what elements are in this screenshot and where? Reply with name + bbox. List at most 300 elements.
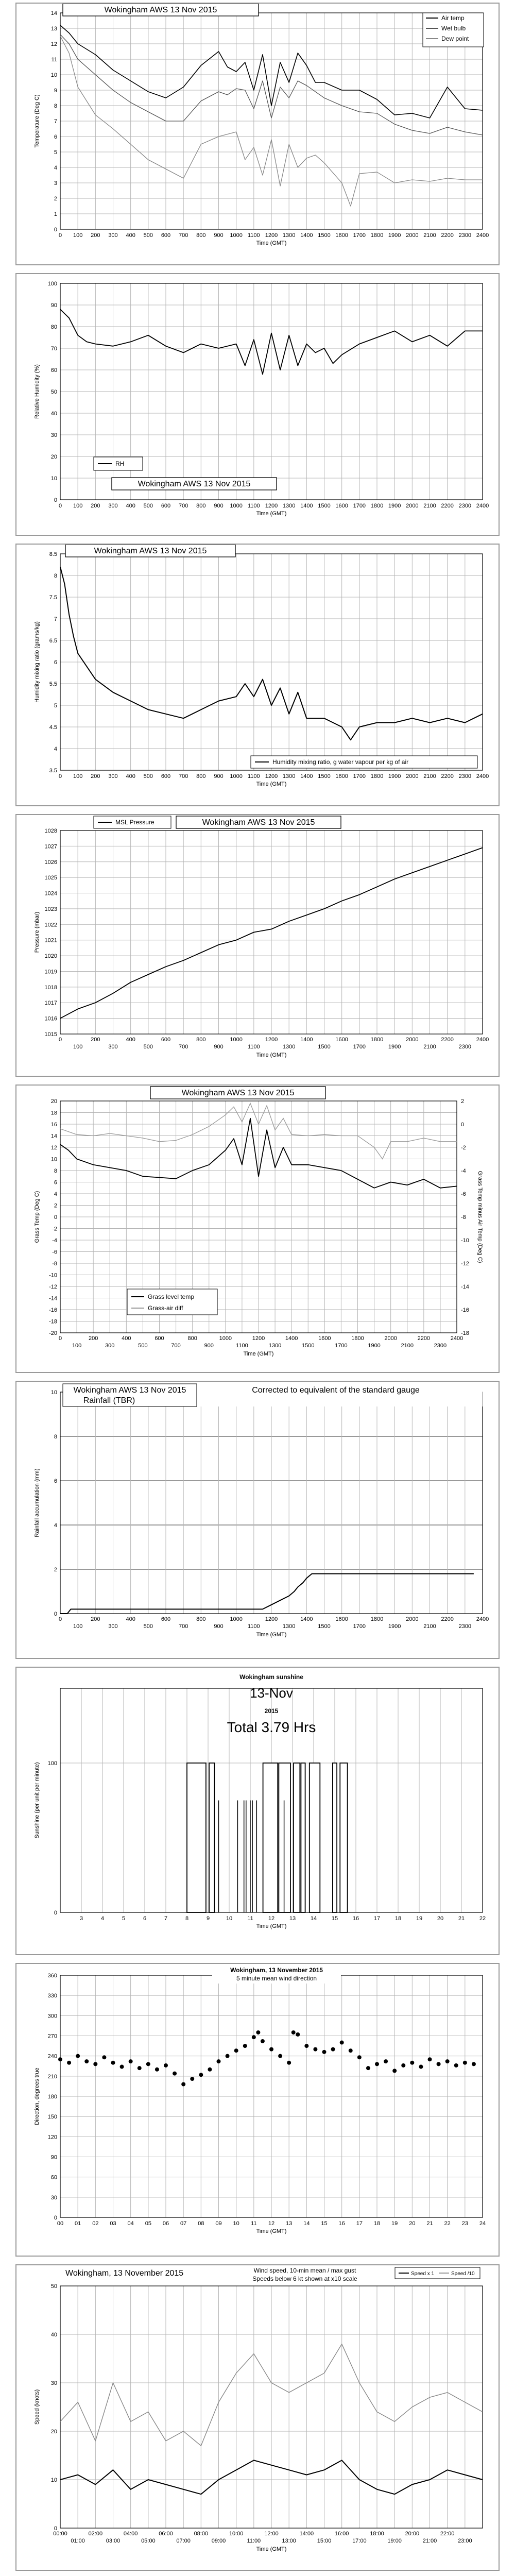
x-tick-label: 17	[373, 1916, 381, 1922]
wind-direction-point	[322, 2050, 327, 2054]
y-tick-label: 5	[54, 149, 57, 156]
y-tick-label: 4	[54, 165, 57, 171]
x-tick-label: 2200	[441, 232, 454, 239]
x-tick-label: 300	[105, 1343, 115, 1349]
y-tick-label: 8.5	[49, 551, 57, 557]
y-tick-label: 4	[54, 746, 57, 752]
y2-tick-label: -10	[461, 1238, 469, 1244]
x-tick-label: 05:00	[141, 2538, 156, 2544]
y-tick-label: 16	[50, 1122, 57, 1128]
x-tick-label: 1300	[282, 232, 296, 239]
y-tick-label: 7	[54, 616, 57, 622]
wind-direction-point	[226, 2054, 230, 2058]
y-tick-label: 6	[54, 134, 57, 140]
x-tick-label: 3	[79, 1916, 83, 1922]
y-tick-label: 2	[54, 1202, 57, 1209]
y-tick-label: 0	[54, 497, 57, 503]
chart-0-svg	[16, 4, 499, 264]
x-tick-label: 800	[196, 1037, 206, 1043]
wind-direction-point	[67, 2061, 71, 2065]
chart-subtitle: Rainfall (TBR)	[83, 1396, 135, 1405]
x-tick-label: 1600	[335, 1037, 348, 1043]
y-tick-label: 3	[54, 180, 57, 187]
chart-rainfall	[15, 1381, 500, 1659]
x-tick-label: 00	[57, 2221, 64, 2227]
x-tick-label: 1800	[351, 1335, 364, 1342]
x-tick-label: 1900	[388, 503, 401, 509]
x-tick-label: 1100	[248, 503, 260, 509]
x-tick-label: 900	[214, 1044, 224, 1050]
chart-5-svg	[16, 1382, 499, 1658]
y-tick-label: 90	[50, 302, 57, 309]
y-tick-label: -8	[52, 1261, 57, 1267]
x-tick-label: 08	[198, 2221, 204, 2227]
chart-title: Wokingham, 13 November 2015	[230, 1967, 323, 1974]
x-tick-label: 600	[161, 1037, 171, 1043]
chart-title: Wokingham AWS 13 Nov 2015	[94, 547, 207, 555]
x-tick-label: 1300	[282, 503, 296, 509]
y-tick-label: 30	[50, 2194, 57, 2201]
wind-direction-point	[243, 2044, 247, 2048]
wind-direction-point	[304, 2044, 308, 2048]
x-tick-label: 0	[58, 1335, 62, 1342]
x-tick-label: 00:00	[53, 2531, 67, 2537]
chart-note: Corrected to equivalent of the standard gauge	[252, 1386, 420, 1395]
y-tick-label: 330	[47, 1993, 57, 1999]
y-tick-label: -10	[49, 1272, 57, 1279]
y-tick-label: 10	[50, 476, 57, 482]
x-tick-label: 16	[352, 1916, 359, 1922]
x-tick-label: 1700	[353, 232, 366, 239]
y-tick-label: 360	[47, 1973, 57, 1979]
y-tick-label: -4	[52, 1238, 57, 1244]
x-axis-label: Time (GMT)	[256, 1052, 287, 1058]
y2-tick-label: -6	[461, 1191, 466, 1197]
chart-relative-humidity	[15, 273, 500, 536]
x-tick-label: 24	[479, 2221, 486, 2227]
x-tick-label: 06:00	[159, 2531, 173, 2537]
x-tick-label: 19	[416, 1916, 423, 1922]
x-axis-label: Time (GMT)	[256, 2228, 287, 2234]
x-tick-label: 11:00	[247, 2538, 261, 2544]
legend-label: Humidity mixing ratio, g water vapour per kg of air	[272, 758, 409, 766]
y-tick-label: 5.5	[49, 681, 57, 687]
y-axis-label: Humidity mixing ratio (grams/kg)	[34, 621, 40, 703]
x-tick-label: 1100	[236, 1343, 248, 1349]
x-tick-label: 2000	[384, 1335, 397, 1342]
x-tick-label: 19	[391, 2221, 398, 2227]
x-tick-label: 1400	[300, 1616, 313, 1622]
chart-2-svg	[16, 545, 499, 805]
y-tick-label: 14	[50, 1133, 57, 1140]
y-tick-label: 10	[50, 1389, 57, 1396]
x-tick-label: 2100	[423, 503, 436, 509]
y-tick-label: 6	[54, 659, 57, 666]
wind-direction-point	[217, 2059, 221, 2063]
x-tick-label: 900	[204, 1343, 214, 1349]
x-tick-label: 2300	[458, 1623, 472, 1630]
x-tick-label: 15:00	[317, 2538, 332, 2544]
chart-note: Speeds below 6 kt shown at x10 scale	[252, 2275, 357, 2282]
x-tick-label: 2000	[406, 232, 419, 239]
x-tick-label: 400	[122, 1335, 131, 1342]
x-tick-label: 1200	[265, 1616, 278, 1622]
x-tick-label: 16	[338, 2221, 345, 2227]
x-tick-label: 700	[178, 503, 188, 509]
wind-direction-point	[463, 2061, 467, 2065]
x-tick-label: 800	[196, 232, 206, 239]
wind-direction-point	[375, 2062, 379, 2066]
x-axis-label: Time (GMT)	[256, 781, 287, 787]
x-tick-label: 03:00	[106, 2538, 121, 2544]
x-tick-label: 1300	[282, 773, 296, 779]
x-tick-label: 900	[214, 232, 224, 239]
wind-direction-point	[454, 2063, 458, 2067]
y-tick-label: 70	[50, 346, 57, 352]
x-tick-label: 700	[178, 1044, 188, 1050]
sunshine-bar	[310, 1763, 320, 1912]
chart-subtitle: 5 minute mean wind direction	[236, 1975, 317, 1982]
wind-direction-point	[401, 2063, 405, 2067]
y-tick-label: 100	[47, 281, 57, 287]
y-tick-label: -20	[49, 1330, 57, 1336]
y-tick-label: 6	[54, 1179, 57, 1186]
wind-direction-point	[234, 2048, 238, 2053]
y2-axis-label: Grass Temp minus Air Temp (Deg C)	[477, 1171, 483, 1263]
y-tick-label: 300	[47, 2013, 57, 2020]
y-tick-label: 4	[54, 1191, 57, 1197]
y-tick-label: 4	[54, 1522, 57, 1529]
x-tick-label: 2100	[423, 1044, 436, 1050]
sunshine-bar	[209, 1763, 214, 1912]
x-tick-label: 06	[162, 2221, 169, 2227]
sunshine-bar	[187, 1763, 206, 1912]
x-tick-label: 400	[126, 1616, 135, 1622]
x-tick-label: 100	[73, 1044, 83, 1050]
x-tick-label: 02:00	[88, 2531, 103, 2537]
chart-7-svg	[16, 1964, 499, 2256]
wind-direction-point	[173, 2072, 177, 2076]
x-tick-label: 1900	[388, 1044, 401, 1050]
wind-direction-point	[437, 2062, 441, 2066]
x-tick-label: 14	[303, 2221, 310, 2227]
x-axis-label: Time (GMT)	[243, 1351, 274, 1357]
x-tick-label: 1600	[318, 1335, 331, 1342]
x-tick-label: 600	[154, 1335, 164, 1342]
y2-tick-label: -4	[461, 1168, 466, 1174]
chart-title: Wokingham AWS 13 Nov 2015	[202, 818, 315, 827]
x-tick-label: 400	[126, 773, 135, 779]
chart-year: 2015	[264, 1707, 279, 1715]
wind-direction-point	[331, 2047, 335, 2052]
x-tick-label: 09	[215, 2221, 222, 2227]
x-tick-label: 1200	[265, 503, 278, 509]
x-tick-label: 2200	[441, 1616, 454, 1622]
x-tick-label: 02	[92, 2221, 99, 2227]
x-tick-label: 100	[73, 1623, 83, 1630]
y-tick-label: 50	[50, 2283, 57, 2290]
x-tick-label: 16:00	[334, 2531, 349, 2537]
x-tick-label: 300	[108, 773, 118, 779]
y-tick-label: 30	[50, 2380, 57, 2386]
x-tick-label: 1600	[335, 773, 348, 779]
chart-title: Wokingham AWS 13 Nov 2015	[138, 480, 251, 488]
wind-direction-point	[199, 2073, 203, 2077]
y-tick-label: 13	[50, 26, 57, 32]
x-tick-label: 1600	[335, 1616, 348, 1622]
x-tick-label: 500	[143, 232, 153, 239]
y-axis-label: Speed (knots)	[34, 2389, 40, 2425]
y-tick-label: -14	[49, 1295, 57, 1302]
y-tick-label: 20	[50, 454, 57, 460]
chart-sunshine	[15, 1667, 500, 1955]
x-tick-label: 1400	[300, 232, 313, 239]
x-tick-label: 200	[91, 232, 100, 239]
x-tick-label: 1900	[368, 1343, 381, 1349]
y-tick-label: 1015	[44, 1031, 57, 1038]
wind-direction-point	[278, 2054, 282, 2058]
x-tick-label: 03	[110, 2221, 116, 2227]
chart-total: Total 3.79 Hrs	[227, 1719, 316, 1735]
y-tick-label: -6	[52, 1249, 57, 1256]
wind-direction-point	[340, 2041, 344, 2045]
x-tick-label: 0	[58, 1616, 62, 1622]
x-tick-label: 2000	[406, 1037, 419, 1043]
x-tick-label: 22:00	[440, 2531, 455, 2537]
x-tick-label: 23:00	[458, 2538, 472, 2544]
y-tick-label: 0	[54, 1214, 57, 1221]
x-tick-label: 1800	[370, 1616, 384, 1622]
x-tick-label: 100	[73, 232, 83, 239]
wind-direction-point	[256, 2030, 260, 2035]
wind-direction-point	[269, 2047, 273, 2052]
x-tick-label: 05	[145, 2221, 151, 2227]
y-tick-label: -18	[49, 1318, 57, 1325]
x-tick-label: 12	[268, 2221, 275, 2227]
x-tick-label: 07:00	[176, 2538, 191, 2544]
legend-label: Wet bulb	[441, 25, 466, 32]
x-tick-label: 6	[143, 1916, 147, 1922]
y-tick-label: 10	[50, 72, 57, 78]
wind-direction-point	[76, 2054, 80, 2058]
x-tick-label: 14:00	[299, 2531, 314, 2537]
y-axis-label: Direction, degrees true	[34, 2067, 40, 2125]
y-axis-label: Rainfall accumulation (mm)	[34, 1468, 40, 1537]
wind-direction-point	[181, 2082, 185, 2087]
y-tick-label: 2	[54, 196, 57, 202]
x-tick-label: 400	[126, 503, 135, 509]
y-tick-label: 1026	[44, 859, 57, 866]
x-tick-label: 11	[247, 1916, 253, 1922]
x-tick-label: 12	[268, 1916, 275, 1922]
legend-label: Grass level temp	[148, 1293, 195, 1300]
wind-direction-point	[296, 2032, 300, 2037]
x-axis-label: Time (GMT)	[256, 1632, 287, 1638]
y-tick-label: -16	[49, 1307, 57, 1313]
y-tick-label: 12	[50, 1145, 57, 1151]
wind-direction-point	[410, 2061, 414, 2065]
y-tick-label: 0	[54, 1611, 57, 1617]
x-tick-label: 500	[143, 503, 153, 509]
x-tick-label: 1000	[230, 232, 243, 239]
y-tick-label: 1016	[44, 1015, 57, 1022]
x-tick-label: 1900	[388, 773, 401, 779]
y-tick-label: 0	[54, 2215, 57, 2221]
x-tick-label: 1000	[219, 1335, 232, 1342]
y-tick-label: 7	[54, 118, 57, 125]
x-tick-label: 2400	[476, 1037, 489, 1043]
wind-direction-point	[428, 2057, 432, 2061]
x-tick-label: 1300	[282, 1044, 296, 1050]
x-tick-label: 2200	[441, 773, 454, 779]
sunshine-bar	[294, 1763, 300, 1912]
x-tick-label: 900	[214, 503, 224, 509]
y-tick-label: 1024	[44, 890, 57, 897]
y-tick-label: 1023	[44, 906, 57, 912]
x-tick-label: 15	[331, 1916, 338, 1922]
y-tick-label: 50	[50, 389, 57, 395]
sunshine-bar	[301, 1763, 305, 1912]
x-tick-label: 100	[73, 503, 83, 509]
x-tick-label: 1000	[230, 1616, 243, 1622]
chart-date: 13-Nov	[250, 1685, 293, 1701]
wind-direction-point	[120, 2065, 124, 2069]
wind-direction-point	[208, 2067, 212, 2072]
x-tick-label: 21:00	[422, 2538, 437, 2544]
wind-direction-point	[366, 2066, 370, 2070]
chart-grass-temperature	[15, 1084, 500, 1373]
x-tick-label: 700	[171, 1343, 181, 1349]
y-tick-label: 180	[47, 2094, 57, 2100]
x-tick-label: 1900	[388, 232, 401, 239]
y-tick-label: 18	[50, 1110, 57, 1116]
x-tick-label: 2300	[458, 1044, 472, 1050]
x-tick-label: 1800	[370, 1037, 384, 1043]
y-axis-label: Sunshine (per unit per minute)	[34, 1762, 40, 1839]
x-tick-label: 1400	[300, 773, 313, 779]
x-tick-label: 700	[178, 232, 188, 239]
x-tick-label: 23	[461, 2221, 468, 2227]
x-tick-label: 300	[108, 1623, 118, 1630]
x-tick-label: 2400	[450, 1335, 464, 1342]
x-tick-label: 300	[108, 1044, 118, 1050]
x-tick-label: 1500	[318, 1623, 331, 1630]
y-tick-label: -12	[49, 1284, 57, 1290]
x-tick-label: 04	[127, 2221, 134, 2227]
y-tick-label: 1	[54, 211, 57, 217]
wind-direction-point	[291, 2030, 296, 2035]
y-tick-label: 14	[50, 10, 57, 16]
y-tick-label: 1021	[44, 937, 57, 944]
x-tick-label: 21	[426, 2221, 433, 2227]
y-tick-label: 150	[47, 2114, 57, 2121]
y-tick-label: 5	[54, 703, 57, 709]
x-tick-label: 4	[100, 1916, 105, 1922]
legend-label: Grass-air diff	[148, 1304, 183, 1312]
chart-wind-speed	[15, 2264, 500, 2571]
x-tick-label: 2200	[417, 1335, 431, 1342]
x-tick-label: 400	[126, 1037, 135, 1043]
x-tick-label: 2000	[406, 773, 419, 779]
y-tick-label: 120	[47, 2134, 57, 2141]
x-tick-label: 1700	[353, 773, 366, 779]
x-tick-label: 2200	[441, 503, 454, 509]
x-tick-label: 2400	[476, 232, 489, 239]
x-tick-label: 600	[161, 773, 171, 779]
x-tick-label: 7	[164, 1916, 168, 1922]
y-tick-label: 30	[50, 432, 57, 438]
x-tick-label: 21	[458, 1916, 465, 1922]
chart-title: Wokingham AWS 13 Nov 2015	[73, 1386, 186, 1395]
wind-direction-point	[357, 2055, 362, 2059]
x-tick-label: 2000	[406, 503, 419, 509]
chart-title: Wokingham AWS 13 Nov 2015	[181, 1089, 295, 1097]
x-tick-label: 04:00	[123, 2531, 138, 2537]
wind-direction-point	[102, 2055, 106, 2059]
y-tick-label: 8	[54, 1168, 57, 1174]
x-tick-label: 500	[143, 1044, 153, 1050]
x-tick-label: 600	[161, 1616, 171, 1622]
y2-tick-label: -12	[461, 1261, 469, 1267]
x-tick-label: 15	[321, 2221, 328, 2227]
wind-direction-point	[129, 2059, 133, 2063]
chart-title: Wokingham AWS 13 Nov 2015	[104, 6, 217, 14]
chart-1-svg	[16, 274, 499, 535]
chart-8-svg	[16, 2265, 499, 2570]
x-tick-label: 1600	[335, 232, 348, 239]
x-tick-label: 10:00	[229, 2531, 244, 2537]
x-tick-label: 1700	[335, 1343, 348, 1349]
wind-direction-point	[190, 2077, 194, 2081]
x-tick-label: 13:00	[282, 2538, 296, 2544]
legend-label: Dew point	[441, 35, 469, 42]
wind-direction-point	[472, 2062, 476, 2066]
x-tick-label: 1200	[265, 232, 278, 239]
x-tick-label: 1600	[335, 503, 348, 509]
y-tick-label: 1020	[44, 953, 57, 960]
x-tick-label: 100	[73, 773, 83, 779]
chart-air-temperature	[15, 3, 500, 265]
x-tick-label: 800	[196, 503, 206, 509]
series-rainfall	[60, 1574, 474, 1614]
x-tick-label: 1500	[318, 503, 331, 509]
x-tick-label: 9	[206, 1916, 210, 1922]
y-tick-label: 4.5	[49, 724, 57, 731]
chart-6-svg	[16, 1668, 499, 1954]
x-tick-label: 1800	[370, 503, 384, 509]
y-tick-label: 60	[50, 367, 57, 374]
wind-direction-point	[58, 2057, 62, 2061]
x-tick-label: 2100	[423, 232, 436, 239]
y-tick-label: 8	[54, 103, 57, 109]
y-axis-label: Relative Humidity (%)	[34, 364, 40, 419]
legend-label: RH	[115, 460, 125, 467]
x-tick-label: 5	[122, 1916, 126, 1922]
x-tick-label: 13	[289, 1916, 296, 1922]
wind-direction-point	[349, 2048, 353, 2053]
x-tick-label: 1900	[388, 1623, 401, 1630]
x-tick-label: 1700	[353, 1623, 366, 1630]
x-tick-label: 19:00	[387, 2538, 402, 2544]
y-tick-label: 6.5	[49, 638, 57, 644]
x-tick-label: 1000	[230, 1037, 243, 1043]
x-tick-label: 200	[91, 503, 100, 509]
x-axis-label: Time (GMT)	[256, 511, 287, 517]
sunshine-bar	[333, 1763, 337, 1912]
x-tick-label: 1100	[248, 1044, 260, 1050]
x-tick-label: 1100	[248, 773, 260, 779]
y-tick-label: 0	[54, 227, 57, 233]
